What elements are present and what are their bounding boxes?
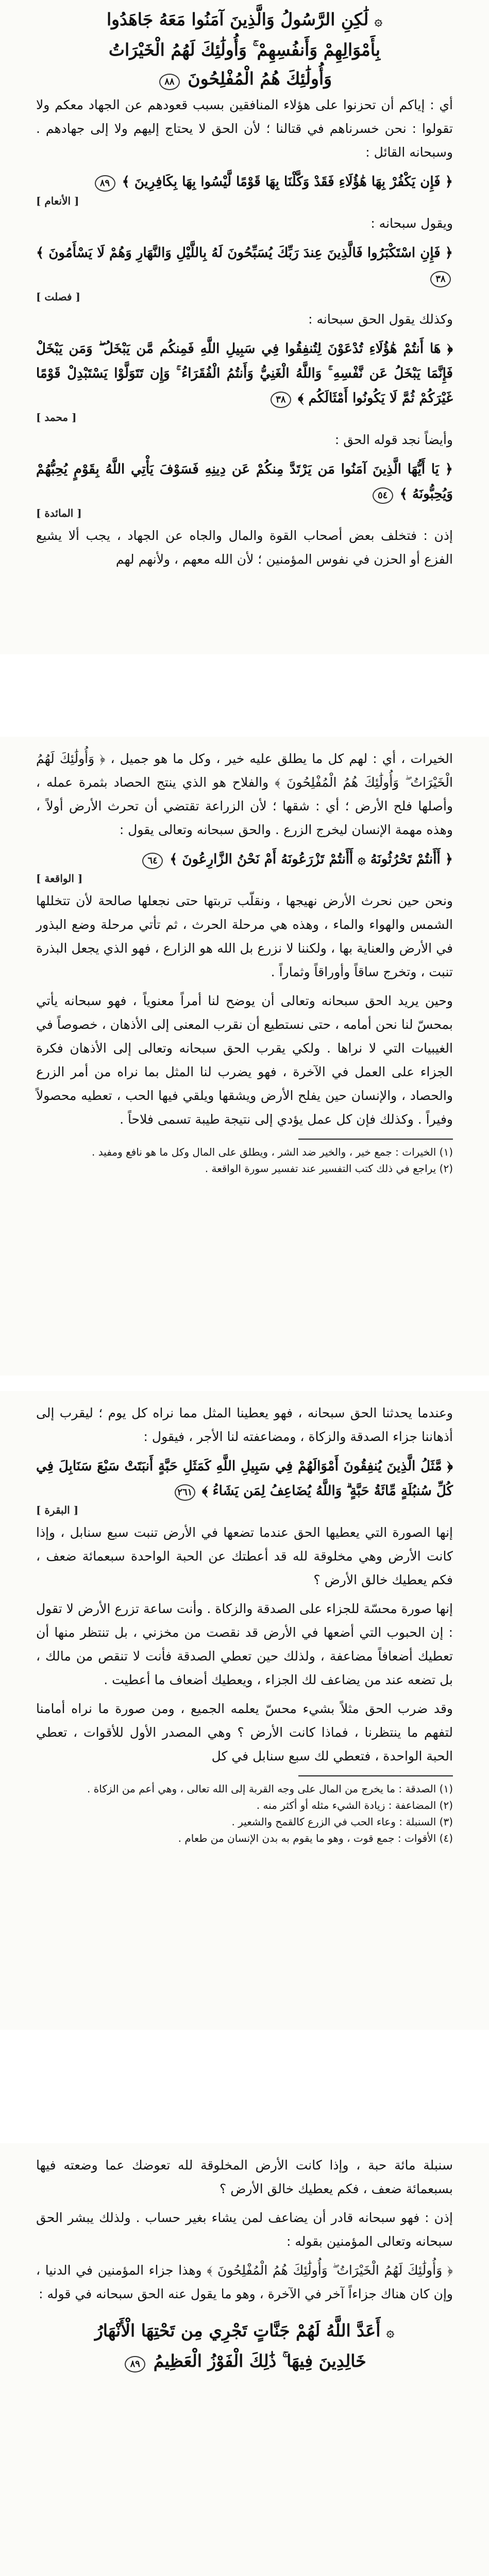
quran-quote xyxy=(36,1454,453,1517)
quran-quote-text: ﴿ فَإِن يَكْفُرْ بِهَا هَٰؤُلَاءِ فَقَدْ وَكَّلْنَا بِهَا قَوْمًا لَّيْسُوا بِهَا بِكَافِرِينَ ﴾ xyxy=(122,174,453,190)
quran-quote-text: ﴿ مَّثَلُ الَّذِينَ يُنفِقُونَ أَمْوَالَهُمْ فِي سَبِيلِ اللَّهِ كَمَثَلِ حَبَّةٍ أَنبَتَتْ سَبْعَ سَنَابِلَ فِي كُلِّ سُنبُلَةٍ مِّائَةُ حَبَّةٍ ۗ وَاللَّهُ يُضَاعِفُ لِمَن يَشَاءُ ﴾ xyxy=(36,1459,453,1499)
page-3 xyxy=(0,1391,489,2030)
surah-reference: [ محمد ] xyxy=(36,411,77,423)
quran-quote xyxy=(36,457,453,520)
surah-reference: [ فصلت ] xyxy=(36,291,81,303)
quran-quote-text: ﴿ هَا أَنتُمْ هَٰؤُلَاءِ تُدْعَوْنَ لِتُنفِقُوا فِي سَبِيلِ اللَّهِ فَمِنكُم مَّن يَبْخَلُ ۖ وَمَن يَبْخَلْ فَإِنَّمَا يَبْخَلُ عَن نَّفْسِهِ ۚ وَاللَّهُ الْغَنِيُّ وَأَنتُمُ الْفُقَرَاءُ ۚ وَإِن تَتَوَلَّوْا يَسْتَبْدِلْ قَوْمًا غَيْرَكُمْ ثُمَّ لَا يَكُونُوا أَمْثَالَكُم ﴾ xyxy=(36,341,453,406)
paragraph: وقد ضرب الحق مثلاً بشيء محسّ يعلمه الجميع ، ومن صورة ما نراه أمامنا لتفهم ما ينتظرنا ، فماذا كانت الأرض ؟ وهي المصدر الأول للأقوات ، تعطي الحبة الواحدة ، فتعطي لك سبع سنابل في كل xyxy=(36,1701,453,1764)
closing-verse-line-1: أَعَدَّ اللَّهُ لَهُمْ جَنَّاتٍ تَجْرِي مِن تَحْتِهَا الْأَنْهَارُ xyxy=(94,2320,381,2341)
footnote: (٢) المضاعفة : زيادة الشيء مثله أو أكثر منه . xyxy=(256,1799,453,1811)
paragraph: إذن : فهو سبحانه قادر أن يضاعف لمن يشاء بغير حساب . ولذلك يبشر الحق سبحانه وتعالى المؤمنين بقوله : xyxy=(36,2210,453,2249)
verse-number: ٣٨ xyxy=(430,271,451,287)
paragraph: سنبلة مائة حبة ، وإذا كانت الأرض المخلوقة لله تعوضك عما وضعته فيها بسبعمائة ضعف ، فكم يعطيك خالق الأرض ؟ xyxy=(36,2158,453,2196)
quran-quote xyxy=(36,847,453,885)
quran-quote-text: ﴿ يَا أَيُّهَا الَّذِينَ آمَنُوا مَن يَرْتَدَّ مِنكُمْ عَن دِينِهِ فَسَوْفَ يَأْتِي اللَّهُ بِقَوْمٍ يُحِبُّهُمْ وَيُحِبُّونَهُ ﴾ xyxy=(36,462,453,502)
footnote: (٢) يراجع في ذلك كتب التفسير عند تفسير سورة الواقعة . xyxy=(205,1162,453,1175)
footnote: (٤) الأقوات : جمع قوت ، وهو ما يقوم به بدن الإنسان من طعام . xyxy=(178,1832,453,1844)
page-1 xyxy=(0,0,489,654)
footnote: (١) الصدقة : ما يخرج من المال على وجه القربة إلى الله تعالى ، وهي أعم من الزكاة . xyxy=(87,1783,453,1795)
page-2 xyxy=(0,737,489,1376)
verse-number: ٨٩ xyxy=(95,175,115,192)
page-4 xyxy=(0,2143,489,2576)
surah-reference: [ الواقعة ] xyxy=(36,872,83,885)
ornament-icon: ۞ xyxy=(386,2325,395,2340)
quran-quote xyxy=(36,241,453,303)
paragraph: أي : إياكم أن تحزنوا على هؤلاء المنافقين بسبب قعودهم عن الجهاد معكم ولا تقولوا : نحن خسرناهم في قتالنا ؛ لأن الحق لا يحتاج إليهم ولا إلى جهادهم . وسبحانه القائل : xyxy=(36,97,453,160)
verse-number: ٦٤ xyxy=(142,853,163,869)
verse-number: ٣٨ xyxy=(271,392,291,408)
paragraph: إذن : فتخلف بعض أصحاب القوة والمال والجاه عن الجهاد ، يجب ألا يشيع الفزع أو الحزن في نفوس المؤمنين ؛ لأن الله معهم ، ولأنهم لهم xyxy=(36,528,453,567)
quran-quote-text: ﴿ أَأَنتُمْ تَحْرُثُونَهُ ۞ أَأَنتُمْ تَزْرَعُونَهُ أَمْ نَحْنُ الزَّارِعُونَ ﴾ xyxy=(170,852,453,867)
closing-verse-line-2: خَالِدِينَ فِيهَا ۚ ذَٰلِكَ الْفَوْزُ الْعَظِيمُ xyxy=(153,2351,366,2371)
footnote: (١) الخيرات : جمع خير ، والخير ضد الشر ، ويطلق على المال وكل ما هو نافع ومفيد . xyxy=(91,1146,453,1158)
surah-reference: [ الأنعام ] xyxy=(36,195,79,207)
opening-verse-line-3: وَأُولَٰئِكَ هُمُ الْمُفْلِحُونَ xyxy=(188,69,332,89)
verse-number: ٨٨ xyxy=(159,74,180,90)
surah-reference: [ المائدة ] xyxy=(36,507,82,519)
surah-reference: [ البقرة ] xyxy=(36,1504,79,1516)
paragraph: وعندما يحدثنا الحق سبحانه ، فهو يعطينا المثل مما نراه كل يوم ؛ ليقرب إلى أذهاننا جزاء الصدقة والزكاة ، ومضاعفته لنا الأجر ، فيقول : xyxy=(36,1405,453,1444)
paragraph: إنها الصورة التي يعطيها الحق عندما تضعها في الأرض تنبت سبع سنابل ، وإذا كانت الأرض وهي مخلوقة لله قد أعطتك عن الحبة الواحدة سبعمائة ضعف ، فكم يعطيك خالق الأرض ؟ xyxy=(36,1525,453,1587)
quran-quote xyxy=(36,170,453,208)
quran-quote xyxy=(36,336,453,424)
opening-verse-line-2: بِأَمْوَالِهِمْ وَأَنفُسِهِمْ ۚ وَأُولَٰئِكَ لَهُمُ الْخَيْرَاتُ xyxy=(108,40,381,60)
quran-quote-text: ﴿ فَإِنِ اسْتَكْبَرُوا فَالَّذِينَ عِندَ رَبِّكَ يُسَبِّحُونَ لَهُ بِاللَّيْلِ وَالنَّهَارِ وَهُمْ لَا يَسْأَمُونَ ﴾ xyxy=(36,245,453,261)
verse-number: ٢٦١ xyxy=(175,1484,195,1501)
paragraph: ويقول سبحانه : xyxy=(370,216,453,231)
paragraph: الخيرات ، أي : لهم كل ما يطلق عليه خير ، وكل ما هو جميل ، ﴿ وَأُولَٰئِكَ لَهُمُ الْخَيْرَاتُ ۖ وَأُولَٰئِكَ هُمُ الْمُفْلِحُونَ ﴾ والفلاح هو الذي ينتج الحصاد بثمرة عمله ، وأصلها فلح الأرض ؛ أي : شقها ؛ لأن الزراعة تقتضي أن تحرث الأرض أولاً ، وهذه مهمة الإنسان ليخرج الزرع . والحق سبحانه وتعالى يقول : xyxy=(36,751,453,837)
ornament-icon: ۞ xyxy=(374,13,383,29)
paragraph: وأيضاً نجد قوله الحق : xyxy=(334,432,453,447)
paragraph: وحين يريد الحق سبحانه وتعالى أن يوضح لنا أمراً معنوياً ، فهو سبحانه يأتي بمحسّ لنا نحن أمامه ، حتى نستطيع أن نقرب المعنى إلى الأذهان ، خصوصاً في الغيبيات التي لا نراها . ولكي يقرب الحق سبحانه وتعالى إلى الأذهان فكرة الجزاء على العمل في الآخرة ، فهو يضرب لنا المثل بما نراه من أمر الزرع والحصاد ، والإنسان حين يفلح الأرض ويشقها ويلقي فيها الحب ، تعطيه محصولاً وفيراً . وكذلك فإن كل عمل يؤدي إلى نتيجة طيبة تسمى فلاحاً . xyxy=(36,993,453,1127)
verse-number: ٥٤ xyxy=(373,487,393,504)
opening-verse xyxy=(36,0,453,93)
footnote-divider xyxy=(298,1139,453,1140)
paragraph: ﴿ وَأُولَٰئِكَ لَهُمُ الْخَيْرَاتُ ۖ وَأُولَٰئِكَ هُمُ الْمُفْلِحُونَ ﴾ وهذا جزاء المؤمنين في الدنيا ، وإن كان هناك جزاءاً آخر في الآخرة ، وهو ما يقول عنه الحق سبحانه في قوله : xyxy=(36,2263,453,2301)
paragraph: ونحن حين نحرث الأرض نهيجها ، ونقلّب تربتها حتى نجعلها صالحة لأن تتخللها الشمس والهواء والماء ، وهذه هي مرحلة الحرث ، ثم تأتي مرحلة وضع البذور في الأرض والعناية بها ، ولكننا لا نزرع بل الله هو الزارع ، فهو الذي يجعل البذرة تنبت ، وتخرج ساقاً وأوراقاً وثماراً . xyxy=(36,893,453,979)
opening-verse-line-1: لَٰكِنِ الرَّسُولُ وَالَّذِينَ آمَنُوا مَعَهُ جَاهَدُوا xyxy=(106,9,369,29)
closing-verse xyxy=(36,2311,453,2376)
verse-number: ٨٩ xyxy=(125,2356,145,2372)
footnote-divider xyxy=(298,1775,453,1776)
paragraph: إنها صورة محسّة للجزاء على الصدقة والزكاة . وأنت ساعة تزرع الأرض لا تقول : إن الحبوب التي أضعها في الأرض قد نقصت من مخزني ، بل تنتظر منها أن تعطيك أضعافاً مضاعفة ، ولذلك حين تعطي الصدقة فأنت لا تنقص من مالك ، بل تضعه عند من يضاعف لك الجزاء ، ويعطيك أضعاف ما أعطيت . xyxy=(36,1601,453,1687)
paragraph: وكذلك يقول الحق سبحانه : xyxy=(308,312,453,327)
footnote: (٣) السنبلة : وعاء الحب في الزرع كالقمح والشعير . xyxy=(231,1816,453,1828)
